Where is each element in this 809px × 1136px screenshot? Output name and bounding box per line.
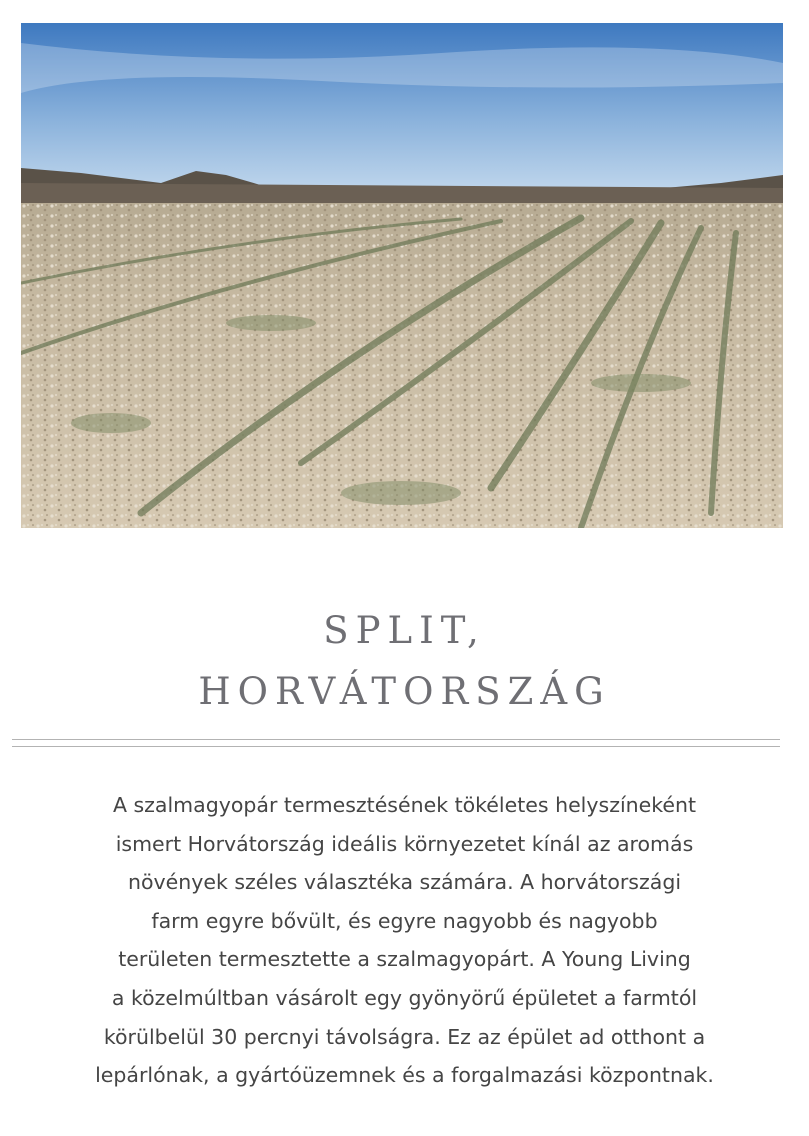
page-title-line1: SPLIT, — [323, 609, 486, 652]
paragraph-line: a közelmúltban vásárolt egy gyönyörű épületet a farmtól — [111, 985, 698, 1010]
divider-top — [12, 739, 780, 740]
divider-bottom — [12, 746, 780, 747]
paragraph-line: területen termesztette a szalmagyopárt. A Young Living — [118, 947, 691, 972]
paragraph-line: farm egyre bővült, és egyre nagyobb és nagyobb — [151, 908, 658, 933]
field-photo — [21, 23, 783, 528]
paragraph-line: A szalmagyopár termesztésének tökéletes helyszíneként — [112, 793, 697, 817]
paragraph-line: lepárlónak, a gyártóüzemnek és a forgalmazási központnak. — [95, 1063, 714, 1088]
field-landscape-image — [21, 23, 783, 528]
description-paragraph — [0, 786, 809, 1095]
paragraph-line: növények széles választéka számára. A horvátországi — [127, 870, 682, 895]
paragraph-line: körülbelül 30 percnyi távolságra. Ez az épület ad otthont a — [103, 1024, 706, 1049]
paragraph-line: ismert Horvátország ideális környezetet kínál az aromás — [115, 831, 694, 856]
page-title-line2: HORVÁTORSZÁG — [198, 670, 611, 713]
